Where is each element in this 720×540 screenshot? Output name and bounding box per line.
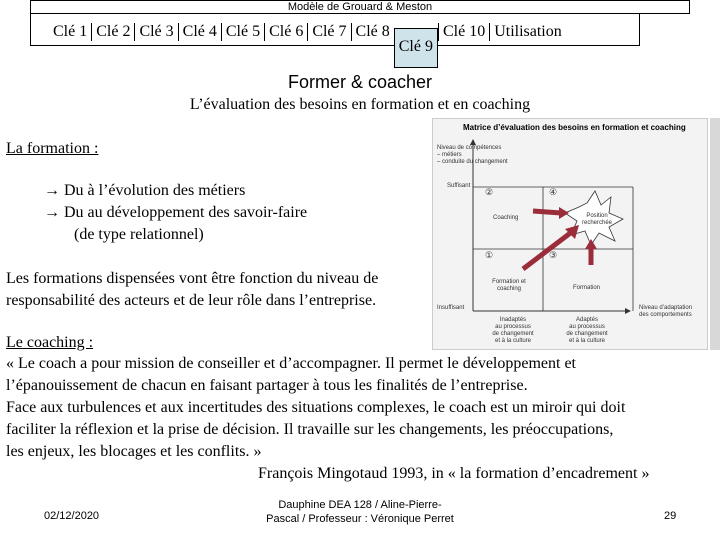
matrix-label-insuffisant: Insuffisant [437,305,465,311]
arrow-q2-to-q4 [533,211,561,213]
quadrant-4-label: Position recherchée [581,213,613,226]
matrix-x-axis-label: Niveau d’adaptation des comportements [639,305,693,318]
tab-cle-6[interactable]: Clé 6 [264,23,307,41]
citation: François Mingotaud 1993, in « la formation d’encadrement » [258,465,650,482]
quadrant-1-number: ① [485,250,494,260]
coaching-line-1: « Le coach a pour mission de conseiller et d’accompagner. Il permet le développement et [6,355,576,372]
quadrant-4-number: ④ [549,187,558,197]
formation-paragraph-line-2: responsabilité des acteurs et de leur rôle dans l’entreprise. [6,292,377,309]
matrix-x-col1-label: Inadaptés au processus de changement et à la culture [492,317,534,344]
arrow-q1-to-q4 [523,231,573,269]
page-number: 29 [664,510,677,522]
tab-cle-7[interactable]: Clé 7 [307,23,350,41]
matrix-y-axis-label: Niveau de compétences – métiers – conduite du changement [437,145,508,165]
y-axis-arrowhead [470,139,476,145]
coaching-line-5: les enjeux, les blocages et les conflits. » [6,443,262,460]
arrow-right-icon: → [44,182,60,199]
quadrant-1-label: Formation et coaching [492,279,526,292]
footer-credits-line-1: Dauphine DEA 128 / Aline-Pierre- [278,499,442,511]
formation-heading: La formation : [6,140,99,157]
matrix-x-col2-label: Adaptés au processus de changement et à la culture [566,317,608,344]
tab-cle-9[interactable]: Clé 9 [394,28,438,68]
tab-cle-1[interactable]: Clé 1 [53,23,88,40]
top-title: Modèle de Grouard & Meston [287,1,433,13]
coaching-line-2: l’épanouissement de chacun en faisant partager à tous les finalités de l’entreprise. [6,377,528,394]
bullet-text: Du au développement des savoir-faire [64,204,308,221]
tab-cle-10[interactable]: Clé 10 [438,23,489,41]
tab-cle-8[interactable]: Clé 8 [351,23,394,41]
arrow-right-icon: → [44,204,60,221]
decorative-strip [710,118,720,350]
tab-cle-5[interactable]: Clé 5 [221,23,264,41]
footer-date: 02/12/2020 [44,510,100,522]
bullet-evolution [44,180,245,202]
coaching-heading: Le coaching : [6,334,94,351]
bullet-text: Du à l’évolution des métiers [64,182,246,199]
footer-credits [240,498,480,526]
quadrant-3-number: ③ [549,250,558,260]
slide-subtitle: L’évaluation des besoins en formation et en coaching [189,96,531,113]
bullet-relationnel: (de type relationnel) [74,226,204,243]
evaluation-matrix-image [432,118,708,350]
arrow-q2-to-q4-head [559,207,569,219]
x-axis-arrowhead [625,308,631,314]
bullet-savoir-faire [44,202,307,224]
quadrant-3-label: Formation [573,285,601,291]
formation-paragraph-line-1: Les formations dispensées vont être fonction du niveau de [6,270,379,287]
matrix-title: Matrice d’évaluation des besoins en formation et coaching [463,123,686,132]
coaching-line-3: Face aux turbulences et aux incertitudes des situations complexes, le coach est un miroir qui doit [6,399,626,416]
tab-cle-2[interactable]: Clé 2 [91,23,134,41]
coaching-line-4: faciliter la réflexion et la prise de décision. Il travaille sur les changements, les préoccupations, [6,421,614,438]
arrow-q3-to-q4-head [585,239,597,249]
tab-cle-3[interactable]: Clé 3 [134,23,177,41]
slide-title: Former & coacher [287,72,433,92]
footer-credits-line-2: Pascal / Professeur : Véronique Perret [266,513,454,525]
quadrant-2-number: ② [485,187,494,197]
key-tabs-bar [30,14,640,55]
matrix-label-suffisant: Suffisant [447,183,471,189]
quadrant-2-label: Coaching [493,215,519,221]
tab-utilisation[interactable]: Utilisation [489,23,566,41]
top-title-bar [30,0,690,14]
tab-cle-4[interactable]: Clé 4 [178,23,221,41]
